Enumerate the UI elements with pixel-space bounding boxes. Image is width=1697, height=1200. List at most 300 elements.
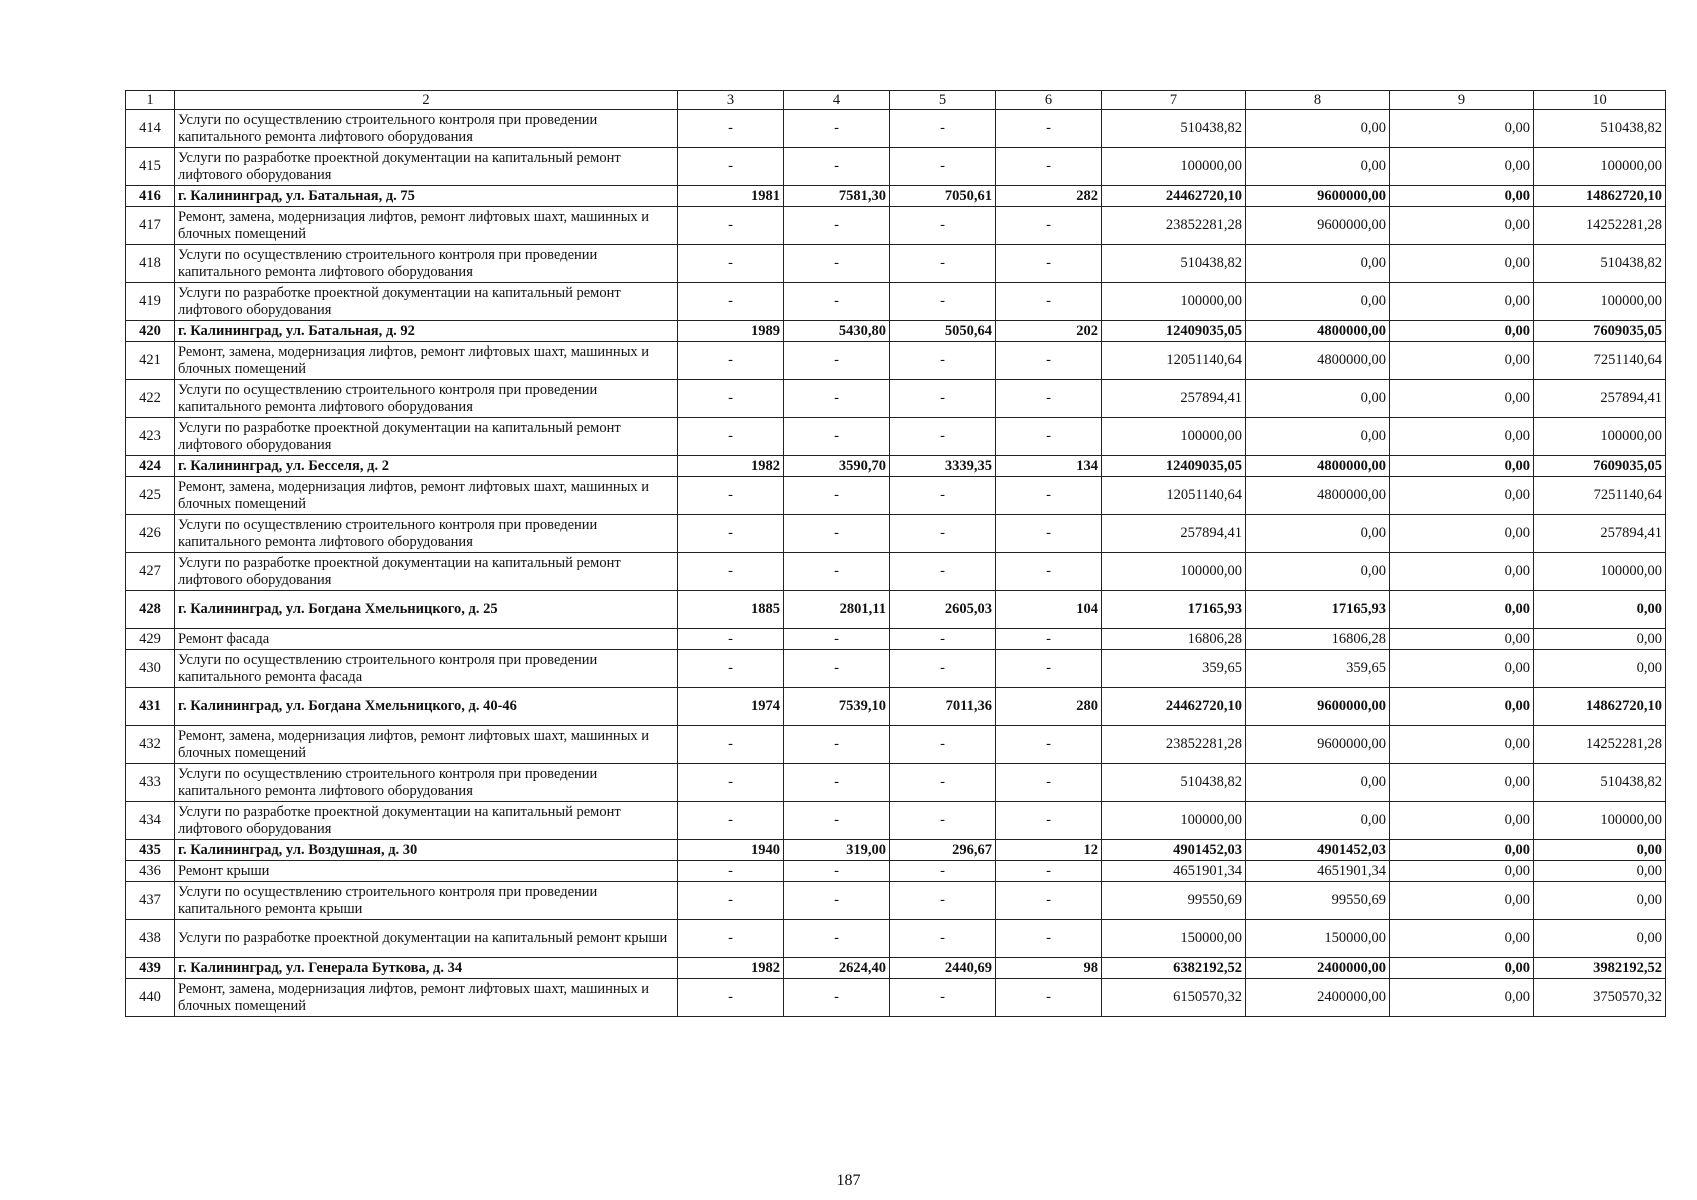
col5-cell: -	[890, 110, 996, 148]
col3-cell: 1974	[678, 688, 784, 726]
col10-cell: 0,00	[1534, 920, 1666, 958]
description-cell: г. Калининград, ул. Генерала Буткова, д. 34	[175, 958, 678, 979]
col10-cell: 14862720,10	[1534, 186, 1666, 207]
col4-cell: -	[784, 764, 890, 802]
table-row	[126, 726, 1666, 764]
col7-cell: 12409035,05	[1102, 321, 1246, 342]
col7-cell: 100000,00	[1102, 553, 1246, 591]
description-cell: Ремонт, замена, модернизация лифтов, ремонт лифтовых шахт, машинных и блочных помещений	[175, 207, 678, 245]
col10-cell: 510438,82	[1534, 764, 1666, 802]
description-cell: г. Калининград, ул. Батальная, д. 75	[175, 186, 678, 207]
col3-cell: -	[678, 629, 784, 650]
col5-cell: -	[890, 882, 996, 920]
col4-cell: 7539,10	[784, 688, 890, 726]
table-row	[126, 456, 1666, 477]
col9-cell: 0,00	[1390, 764, 1534, 802]
row-number-cell: 414	[126, 110, 175, 148]
col5-cell: 2605,03	[890, 591, 996, 629]
description-cell: Ремонт фасада	[175, 629, 678, 650]
row-number-cell: 421	[126, 342, 175, 380]
col4-cell: -	[784, 650, 890, 688]
row-number-cell: 416	[126, 186, 175, 207]
col6-cell: -	[996, 629, 1102, 650]
col3-cell: -	[678, 515, 784, 553]
description-cell: Услуги по осуществлению строительного контроля при проведении капитального ремонта лифтового оборудования	[175, 764, 678, 802]
col8-cell: 0,00	[1246, 418, 1390, 456]
description-cell: г. Калининград, ул. Бесселя, д. 2	[175, 456, 678, 477]
col6-cell: -	[996, 245, 1102, 283]
table-row	[126, 802, 1666, 840]
col3-cell: -	[678, 726, 784, 764]
row-number-cell: 433	[126, 764, 175, 802]
description-cell: Услуги по осуществлению строительного контроля при проведении капитального ремонта лифтового оборудования	[175, 245, 678, 283]
col9-cell: 0,00	[1390, 882, 1534, 920]
col4-cell: -	[784, 283, 890, 321]
col9-cell: 0,00	[1390, 726, 1534, 764]
col5-cell: -	[890, 380, 996, 418]
row-number-cell: 436	[126, 861, 175, 882]
col4-cell: 3590,70	[784, 456, 890, 477]
col8-cell: 0,00	[1246, 110, 1390, 148]
col6-cell: -	[996, 477, 1102, 515]
header-cell-7: 7	[1102, 91, 1246, 110]
description-cell: г. Калининград, ул. Батальная, д. 92	[175, 321, 678, 342]
col6-cell: 282	[996, 186, 1102, 207]
col4-cell: -	[784, 515, 890, 553]
col4-cell: 7581,30	[784, 186, 890, 207]
table-row	[126, 477, 1666, 515]
row-number-cell: 426	[126, 515, 175, 553]
col5-cell: -	[890, 283, 996, 321]
col10-cell: 0,00	[1534, 882, 1666, 920]
description-cell: Услуги по осуществлению строительного контроля при проведении капитального ремонта крыши	[175, 882, 678, 920]
description-cell: Услуги по осуществлению строительного контроля при проведении капитального ремонта лифтового оборудования	[175, 515, 678, 553]
description-cell: Услуги по разработке проектной документации на капитальный ремонт крыши	[175, 920, 678, 958]
description-cell: Услуги по осуществлению строительного контроля при проведении капитального ремонта лифтового оборудования	[175, 380, 678, 418]
col6-cell: -	[996, 148, 1102, 186]
col5-cell: -	[890, 207, 996, 245]
table-row	[126, 342, 1666, 380]
col5-cell: -	[890, 726, 996, 764]
col5-cell: -	[890, 477, 996, 515]
table-row	[126, 688, 1666, 726]
row-number-cell: 438	[126, 920, 175, 958]
col7-cell: 257894,41	[1102, 515, 1246, 553]
row-number-cell: 420	[126, 321, 175, 342]
description-cell: г. Калининград, ул. Богдана Хмельницкого, д. 25	[175, 591, 678, 629]
col7-cell: 100000,00	[1102, 418, 1246, 456]
header-row	[126, 91, 1666, 110]
col8-cell: 2400000,00	[1246, 979, 1390, 1017]
col4-cell: -	[784, 477, 890, 515]
col6-cell: 134	[996, 456, 1102, 477]
col3-cell: -	[678, 477, 784, 515]
row-number-cell: 435	[126, 840, 175, 861]
description-cell: Услуги по разработке проектной документации на капитальный ремонт лифтового оборудования	[175, 802, 678, 840]
description-cell: Услуги по разработке проектной документации на капитальный ремонт лифтового оборудования	[175, 553, 678, 591]
col6-cell: 104	[996, 591, 1102, 629]
col6-cell: -	[996, 515, 1102, 553]
col3-cell: -	[678, 342, 784, 380]
row-number-cell: 428	[126, 591, 175, 629]
col3-cell: -	[678, 882, 784, 920]
col5-cell: 2440,69	[890, 958, 996, 979]
col6-cell: -	[996, 802, 1102, 840]
col10-cell: 14252281,28	[1534, 207, 1666, 245]
table-row	[126, 764, 1666, 802]
col3-cell: -	[678, 764, 784, 802]
col4-cell: -	[784, 920, 890, 958]
col6-cell: -	[996, 553, 1102, 591]
description-cell: Ремонт, замена, модернизация лифтов, ремонт лифтовых шахт, машинных и блочных помещений	[175, 979, 678, 1017]
col7-cell: 24462720,10	[1102, 186, 1246, 207]
col7-cell: 257894,41	[1102, 380, 1246, 418]
col7-cell: 150000,00	[1102, 920, 1246, 958]
col10-cell: 510438,82	[1534, 245, 1666, 283]
col9-cell: 0,00	[1390, 148, 1534, 186]
table-row	[126, 861, 1666, 882]
table-row	[126, 591, 1666, 629]
col9-cell: 0,00	[1390, 110, 1534, 148]
col3-cell: -	[678, 245, 784, 283]
col9-cell: 0,00	[1390, 688, 1534, 726]
col3-cell: -	[678, 110, 784, 148]
col5-cell: -	[890, 764, 996, 802]
col6-cell: -	[996, 764, 1102, 802]
col7-cell: 100000,00	[1102, 148, 1246, 186]
col6-cell: -	[996, 920, 1102, 958]
col5-cell: 7011,36	[890, 688, 996, 726]
col10-cell: 0,00	[1534, 840, 1666, 861]
col6-cell: 98	[996, 958, 1102, 979]
col4-cell: -	[784, 553, 890, 591]
col8-cell: 0,00	[1246, 553, 1390, 591]
col5-cell: 5050,64	[890, 321, 996, 342]
col8-cell: 359,65	[1246, 650, 1390, 688]
col4-cell: 5430,80	[784, 321, 890, 342]
col7-cell: 23852281,28	[1102, 726, 1246, 764]
col8-cell: 2400000,00	[1246, 958, 1390, 979]
col8-cell: 4800000,00	[1246, 321, 1390, 342]
description-cell: Услуги по осуществлению строительного контроля при проведении капитального ремонта лифтового оборудования	[175, 110, 678, 148]
col9-cell: 0,00	[1390, 380, 1534, 418]
col4-cell: -	[784, 629, 890, 650]
row-number-cell: 419	[126, 283, 175, 321]
col9-cell: 0,00	[1390, 629, 1534, 650]
col4-cell: -	[784, 342, 890, 380]
header-cell-5: 5	[890, 91, 996, 110]
row-number-cell: 422	[126, 380, 175, 418]
col6-cell: -	[996, 283, 1102, 321]
col9-cell: 0,00	[1390, 186, 1534, 207]
col3-cell: -	[678, 979, 784, 1017]
col5-cell: -	[890, 979, 996, 1017]
table-row	[126, 979, 1666, 1017]
description-cell: Услуги по разработке проектной документации на капитальный ремонт лифтового оборудования	[175, 283, 678, 321]
col7-cell: 12409035,05	[1102, 456, 1246, 477]
header-cell-9: 9	[1390, 91, 1534, 110]
col3-cell: -	[678, 380, 784, 418]
col7-cell: 510438,82	[1102, 764, 1246, 802]
col6-cell: -	[996, 650, 1102, 688]
col7-cell: 12051140,64	[1102, 342, 1246, 380]
col8-cell: 0,00	[1246, 802, 1390, 840]
description-cell: Ремонт, замена, модернизация лифтов, ремонт лифтовых шахт, машинных и блочных помещений	[175, 726, 678, 764]
table-row	[126, 207, 1666, 245]
col8-cell: 9600000,00	[1246, 186, 1390, 207]
col7-cell: 24462720,10	[1102, 688, 1246, 726]
col10-cell: 7251140,64	[1534, 342, 1666, 380]
col10-cell: 3750570,32	[1534, 979, 1666, 1017]
col9-cell: 0,00	[1390, 515, 1534, 553]
col4-cell: -	[784, 726, 890, 764]
col6-cell: -	[996, 342, 1102, 380]
col9-cell: 0,00	[1390, 958, 1534, 979]
col8-cell: 0,00	[1246, 245, 1390, 283]
table-row	[126, 110, 1666, 148]
col10-cell: 0,00	[1534, 861, 1666, 882]
col4-cell: -	[784, 861, 890, 882]
col10-cell: 100000,00	[1534, 148, 1666, 186]
col6-cell: -	[996, 861, 1102, 882]
header-cell-6: 6	[996, 91, 1102, 110]
col10-cell: 7609035,05	[1534, 321, 1666, 342]
row-number-cell: 424	[126, 456, 175, 477]
col3-cell: -	[678, 148, 784, 186]
document-table	[125, 90, 1666, 1017]
row-number-cell: 429	[126, 629, 175, 650]
col9-cell: 0,00	[1390, 553, 1534, 591]
table-row	[126, 882, 1666, 920]
col6-cell: -	[996, 979, 1102, 1017]
col10-cell: 100000,00	[1534, 802, 1666, 840]
row-number-cell: 437	[126, 882, 175, 920]
col9-cell: 0,00	[1390, 861, 1534, 882]
row-number-cell: 434	[126, 802, 175, 840]
col7-cell: 359,65	[1102, 650, 1246, 688]
col7-cell: 17165,93	[1102, 591, 1246, 629]
col6-cell: -	[996, 882, 1102, 920]
description-cell: Ремонт, замена, модернизация лифтов, ремонт лифтовых шахт, машинных и блочных помещений	[175, 477, 678, 515]
col8-cell: 4800000,00	[1246, 342, 1390, 380]
col7-cell: 99550,69	[1102, 882, 1246, 920]
col4-cell: 2801,11	[784, 591, 890, 629]
col4-cell: -	[784, 418, 890, 456]
col9-cell: 0,00	[1390, 418, 1534, 456]
col5-cell: -	[890, 802, 996, 840]
col6-cell: -	[996, 418, 1102, 456]
col9-cell: 0,00	[1390, 321, 1534, 342]
col8-cell: 16806,28	[1246, 629, 1390, 650]
col7-cell: 510438,82	[1102, 110, 1246, 148]
col4-cell: -	[784, 207, 890, 245]
col3-cell: 1981	[678, 186, 784, 207]
col10-cell: 257894,41	[1534, 380, 1666, 418]
col3-cell: -	[678, 553, 784, 591]
col9-cell: 0,00	[1390, 245, 1534, 283]
col7-cell: 6150570,32	[1102, 979, 1246, 1017]
col10-cell: 0,00	[1534, 650, 1666, 688]
col10-cell: 0,00	[1534, 591, 1666, 629]
col3-cell: -	[678, 861, 784, 882]
col5-cell: -	[890, 515, 996, 553]
col10-cell: 100000,00	[1534, 283, 1666, 321]
col8-cell: 4800000,00	[1246, 477, 1390, 515]
col3-cell: -	[678, 650, 784, 688]
col8-cell: 0,00	[1246, 283, 1390, 321]
col9-cell: 0,00	[1390, 456, 1534, 477]
table-row	[126, 283, 1666, 321]
col6-cell: 202	[996, 321, 1102, 342]
col5-cell: -	[890, 245, 996, 283]
table-row	[126, 186, 1666, 207]
col3-cell: 1982	[678, 958, 784, 979]
header-cell-8: 8	[1246, 91, 1390, 110]
col8-cell: 17165,93	[1246, 591, 1390, 629]
table-row	[126, 380, 1666, 418]
col4-cell: 2624,40	[784, 958, 890, 979]
col3-cell: -	[678, 418, 784, 456]
col6-cell: -	[996, 110, 1102, 148]
col9-cell: 0,00	[1390, 802, 1534, 840]
col8-cell: 0,00	[1246, 148, 1390, 186]
table-row	[126, 418, 1666, 456]
table-row	[126, 958, 1666, 979]
table-row	[126, 245, 1666, 283]
col3-cell: 1940	[678, 840, 784, 861]
col9-cell: 0,00	[1390, 920, 1534, 958]
description-cell: г. Калининград, ул. Богдана Хмельницкого, д. 40-46	[175, 688, 678, 726]
col5-cell: -	[890, 553, 996, 591]
row-number-cell: 415	[126, 148, 175, 186]
col5-cell: -	[890, 861, 996, 882]
table-row	[126, 553, 1666, 591]
col8-cell: 9600000,00	[1246, 726, 1390, 764]
col3-cell: -	[678, 283, 784, 321]
col4-cell: -	[784, 979, 890, 1017]
col7-cell: 4901452,03	[1102, 840, 1246, 861]
col6-cell: -	[996, 207, 1102, 245]
col8-cell: 4651901,34	[1246, 861, 1390, 882]
col4-cell: -	[784, 245, 890, 283]
description-cell: Ремонт крыши	[175, 861, 678, 882]
description-cell: Услуги по разработке проектной документации на капитальный ремонт лифтового оборудования	[175, 418, 678, 456]
col5-cell: 3339,35	[890, 456, 996, 477]
col6-cell: 12	[996, 840, 1102, 861]
col9-cell: 0,00	[1390, 650, 1534, 688]
col9-cell: 0,00	[1390, 207, 1534, 245]
col7-cell: 4651901,34	[1102, 861, 1246, 882]
col7-cell: 510438,82	[1102, 245, 1246, 283]
description-cell: Услуги по осуществлению строительного контроля при проведении капитального ремонта фасада	[175, 650, 678, 688]
col3-cell: 1982	[678, 456, 784, 477]
col5-cell: -	[890, 148, 996, 186]
col10-cell: 7609035,05	[1534, 456, 1666, 477]
col3-cell: -	[678, 207, 784, 245]
row-number-cell: 430	[126, 650, 175, 688]
col4-cell: -	[784, 802, 890, 840]
col4-cell: -	[784, 148, 890, 186]
table-row	[126, 321, 1666, 342]
col10-cell: 257894,41	[1534, 515, 1666, 553]
header-cell-4: 4	[784, 91, 890, 110]
col5-cell: -	[890, 629, 996, 650]
col5-cell: -	[890, 920, 996, 958]
col8-cell: 9600000,00	[1246, 207, 1390, 245]
col9-cell: 0,00	[1390, 477, 1534, 515]
header-cell-10: 10	[1534, 91, 1666, 110]
col10-cell: 3982192,52	[1534, 958, 1666, 979]
col10-cell: 510438,82	[1534, 110, 1666, 148]
table-row	[126, 650, 1666, 688]
header-cell-2: 2	[175, 91, 678, 110]
col8-cell: 0,00	[1246, 515, 1390, 553]
col3-cell: 1885	[678, 591, 784, 629]
description-cell: Услуги по разработке проектной документации на капитальный ремонт лифтового оборудования	[175, 148, 678, 186]
col4-cell: -	[784, 882, 890, 920]
col8-cell: 4800000,00	[1246, 456, 1390, 477]
col3-cell: -	[678, 802, 784, 840]
col5-cell: -	[890, 418, 996, 456]
row-number-cell: 439	[126, 958, 175, 979]
col8-cell: 4901452,03	[1246, 840, 1390, 861]
description-cell: г. Калининград, ул. Воздушная, д. 30	[175, 840, 678, 861]
table-row	[126, 148, 1666, 186]
row-number-cell: 425	[126, 477, 175, 515]
col10-cell: 14252281,28	[1534, 726, 1666, 764]
col8-cell: 0,00	[1246, 380, 1390, 418]
col4-cell: -	[784, 110, 890, 148]
table-row	[126, 629, 1666, 650]
row-number-cell: 440	[126, 979, 175, 1017]
row-number-cell: 427	[126, 553, 175, 591]
col10-cell: 14862720,10	[1534, 688, 1666, 726]
row-number-cell: 431	[126, 688, 175, 726]
col6-cell: -	[996, 380, 1102, 418]
col9-cell: 0,00	[1390, 283, 1534, 321]
col9-cell: 0,00	[1390, 840, 1534, 861]
description-cell: Ремонт, замена, модернизация лифтов, ремонт лифтовых шахт, машинных и блочных помещений	[175, 342, 678, 380]
col8-cell: 9600000,00	[1246, 688, 1390, 726]
col9-cell: 0,00	[1390, 342, 1534, 380]
col7-cell: 6382192,52	[1102, 958, 1246, 979]
table-body	[126, 91, 1666, 1017]
col7-cell: 100000,00	[1102, 802, 1246, 840]
row-number-cell: 418	[126, 245, 175, 283]
row-number-cell: 432	[126, 726, 175, 764]
table-row	[126, 920, 1666, 958]
col5-cell: -	[890, 650, 996, 688]
col6-cell: 280	[996, 688, 1102, 726]
col10-cell: 100000,00	[1534, 553, 1666, 591]
page-number: 187	[836, 1172, 861, 1189]
col8-cell: 0,00	[1246, 764, 1390, 802]
col9-cell: 0,00	[1390, 979, 1534, 1017]
col10-cell: 0,00	[1534, 629, 1666, 650]
col3-cell: 1989	[678, 321, 784, 342]
col3-cell: -	[678, 920, 784, 958]
col10-cell: 7251140,64	[1534, 477, 1666, 515]
col10-cell: 100000,00	[1534, 418, 1666, 456]
col8-cell: 99550,69	[1246, 882, 1390, 920]
col4-cell: -	[784, 380, 890, 418]
header-cell-1: 1	[126, 91, 175, 110]
col7-cell: 16806,28	[1102, 629, 1246, 650]
header-cell-3: 3	[678, 91, 784, 110]
row-number-cell: 417	[126, 207, 175, 245]
col9-cell: 0,00	[1390, 591, 1534, 629]
row-number-cell: 423	[126, 418, 175, 456]
